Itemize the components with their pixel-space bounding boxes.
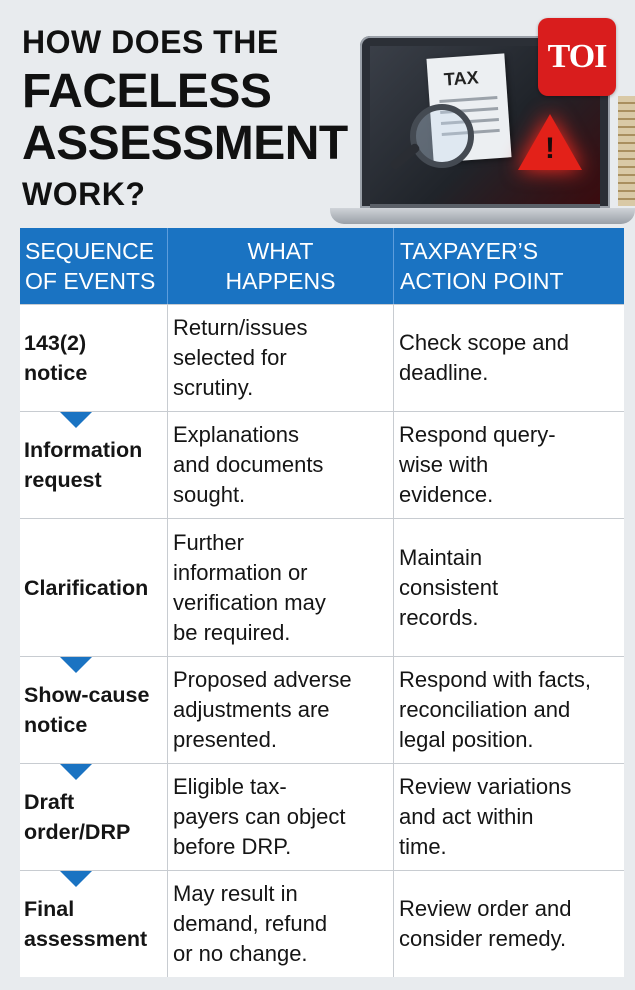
table-row — [20, 870, 624, 977]
action-cell: Review order and consider remedy. — [393, 871, 624, 977]
action-cell: Review variations and act within time. — [393, 764, 624, 870]
table-row — [20, 763, 624, 870]
headline-line-3: ASSESSMENT — [22, 117, 348, 170]
action-cell: Respond with facts, reconciliation and legal position. — [393, 657, 624, 763]
step-arrow-icon — [60, 657, 92, 673]
coin-stack-image — [618, 96, 635, 206]
event-cell: Information request — [24, 438, 143, 492]
assessment-table — [20, 228, 624, 977]
happens-cell: Return/issues selected for scrutiny. — [167, 305, 393, 411]
event-cell: Final assessment — [24, 897, 148, 951]
header-what-happens: WHAT HAPPENS — [167, 228, 393, 304]
happens-cell: Eligible tax- payers can object before DRP. — [167, 764, 393, 870]
happens-cell: Proposed adverse adjustments are presented. — [167, 657, 393, 763]
magnifier-icon — [410, 104, 474, 168]
happens-cell: Explanations and documents sought. — [167, 412, 393, 518]
headline-line-2: FACELESS — [22, 65, 272, 118]
laptop-base — [330, 208, 635, 224]
action-cell: Respond query- wise with evidence. — [393, 412, 624, 518]
warning-mark: ! — [545, 132, 555, 165]
table-row — [20, 304, 624, 411]
action-cell: Check scope and deadline. — [393, 305, 624, 411]
header-sequence-of-events: SEQUENCE OF EVENTS — [25, 238, 156, 294]
toi-logo: TOI — [538, 18, 616, 96]
event-cell: Clarification — [24, 575, 149, 600]
step-arrow-icon — [60, 764, 92, 780]
table-header — [20, 228, 624, 304]
headline-line-1: HOW DOES THE — [22, 24, 279, 60]
tax-document-label: TAX — [443, 67, 480, 90]
event-cell: Draft order/DRP — [24, 790, 131, 844]
event-cell: 143(2) notice — [24, 331, 88, 385]
action-cell: Maintain consistent records. — [393, 519, 624, 656]
table-row — [20, 656, 624, 763]
header-action-point: TAXPAYER’S ACTION POINT — [393, 228, 624, 304]
happens-cell: Further information or verification may be required. — [167, 519, 393, 656]
step-arrow-icon — [60, 412, 92, 428]
headline-line-4: WORK? — [22, 176, 146, 212]
headline — [22, 22, 362, 210]
table-row — [20, 411, 624, 518]
step-arrow-icon — [60, 871, 92, 887]
table-row — [20, 518, 624, 656]
event-cell: Show-cause notice — [24, 683, 150, 737]
happens-cell: May result in demand, refund or no change. — [167, 871, 393, 977]
